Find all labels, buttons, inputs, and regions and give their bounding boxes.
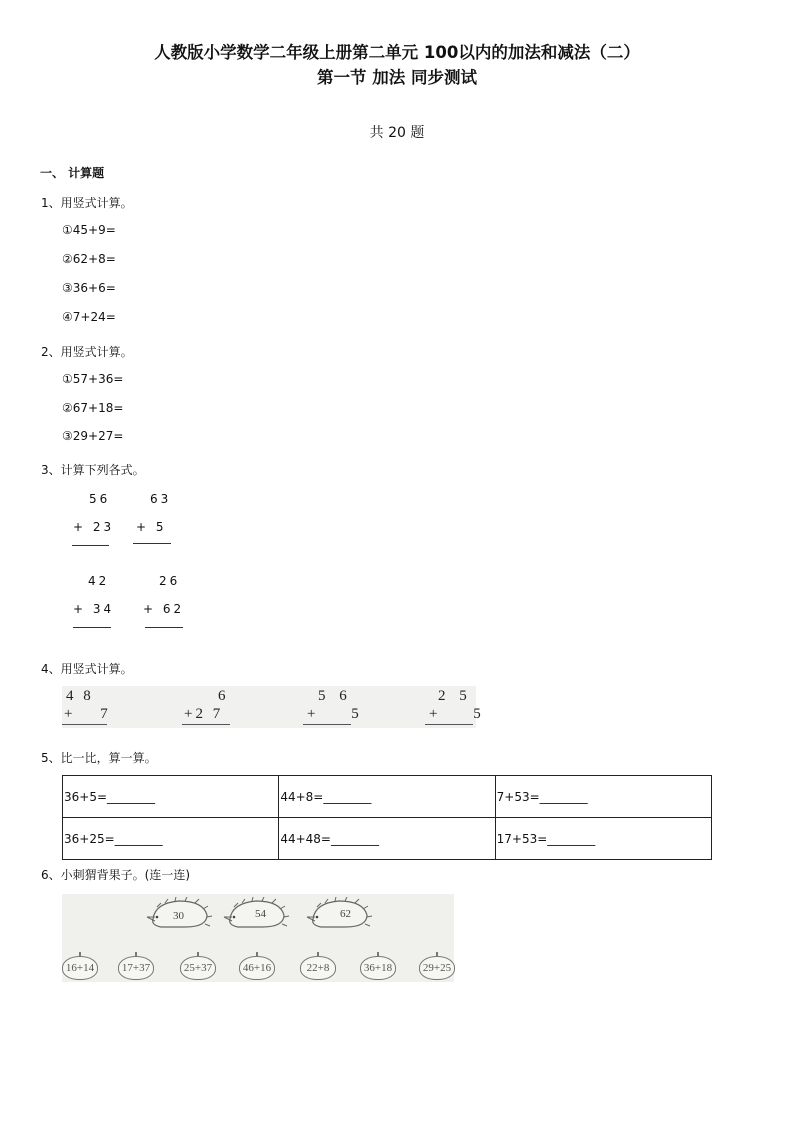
vertical-addend-bottom: + 23 [73, 520, 115, 534]
question-1-label: 1、用竖式计算。 [41, 196, 133, 210]
page-subtitle: 第一节 加法 同步测试 [317, 68, 477, 87]
question-3-label: 3、计算下列各式。 [41, 463, 145, 477]
vertical-addend-bottom: + 7 [64, 706, 120, 722]
vertical-addend-top: 63 [150, 492, 172, 506]
question-count: 共 20 题 [369, 125, 425, 141]
hedgehog-value: 30 [173, 910, 184, 922]
vertical-addend-top: 56 [89, 492, 111, 506]
apple-icon [419, 956, 455, 980]
table-cell: 44+48=________ [279, 818, 495, 860]
table-row [63, 776, 712, 818]
question-2-label: 2、用竖式计算。 [41, 345, 133, 359]
vertical-addend-bottom: + 34 [73, 602, 115, 616]
q2-item: ①57+36= [62, 372, 124, 386]
apple-expression: 16+14 [65, 962, 95, 974]
page-title: 人教版小学数学二年级上册第二单元 100以内的加法和减法（二） [154, 43, 640, 62]
apple-expression: 29+25 [422, 962, 452, 974]
apple-icon [118, 956, 154, 980]
vertical-problems-image [62, 686, 476, 728]
apple-icon [62, 956, 98, 980]
answer-line [133, 543, 171, 544]
vertical-addend-bottom: + 5 [429, 706, 497, 722]
q1-item: ④7+24= [62, 310, 116, 324]
answer-line [182, 724, 230, 725]
q1-item: ②62+8= [62, 252, 116, 266]
comparison-table [62, 775, 712, 860]
apple-expression: 36+18 [363, 962, 393, 974]
table-cell: 36+5=________ [63, 776, 279, 818]
apple-expression: 25+37 [183, 962, 213, 974]
hedgehog-icon [145, 897, 215, 931]
q2-item: ②67+18= [62, 401, 124, 415]
table-cell: 44+8=________ [279, 776, 495, 818]
vertical-addend-top: 6 [218, 688, 226, 704]
q2-item: ③29+27= [62, 429, 124, 443]
table-row [63, 818, 712, 860]
question-6-label: 6、小刺猬背果子。(连一连) [41, 868, 190, 882]
vertical-addend-bottom: + 62 [143, 602, 185, 616]
answer-line [425, 724, 473, 725]
vertical-addend-top: 4 8 [66, 688, 94, 704]
answer-line [72, 545, 109, 546]
apple-expression: 46+16 [242, 962, 272, 974]
answer-line [73, 627, 111, 628]
q1-item: ①45+9= [62, 223, 116, 237]
apple-icon [239, 956, 275, 980]
table-cell: 17+53=________ [495, 818, 711, 860]
apple-icon [360, 956, 396, 980]
answer-line [145, 627, 183, 628]
table-cell: 36+25=________ [63, 818, 279, 860]
apple-expression: 22+8 [306, 962, 330, 974]
hedgehog-value: 62 [340, 908, 351, 920]
hedgehog-icon [222, 897, 292, 931]
hedgehog-value: 54 [255, 908, 266, 920]
vertical-addend-top: 42 [88, 574, 110, 588]
vertical-addend-top: 5 6 [318, 688, 352, 704]
section-heading: 一、 计算题 [40, 166, 105, 180]
vertical-addend-bottom: +2 7 [184, 706, 224, 722]
vertical-addend-bottom: + 5 [307, 706, 375, 722]
question-5-label: 5、比一比，算一算。 [41, 751, 157, 765]
apple-icon [180, 956, 216, 980]
table-cell: 7+53=________ [495, 776, 711, 818]
apple-icon [300, 956, 336, 980]
apple-expression: 17+37 [121, 962, 151, 974]
answer-line [62, 724, 107, 725]
answer-line [303, 724, 351, 725]
vertical-addend-top: 26 [159, 574, 181, 588]
question-4-label: 4、用竖式计算。 [41, 662, 133, 676]
vertical-addend-top: 2 5 [438, 688, 472, 704]
q1-item: ③36+6= [62, 281, 116, 295]
hedgehog-icon [305, 897, 375, 931]
vertical-addend-bottom: + 5 [136, 520, 167, 534]
